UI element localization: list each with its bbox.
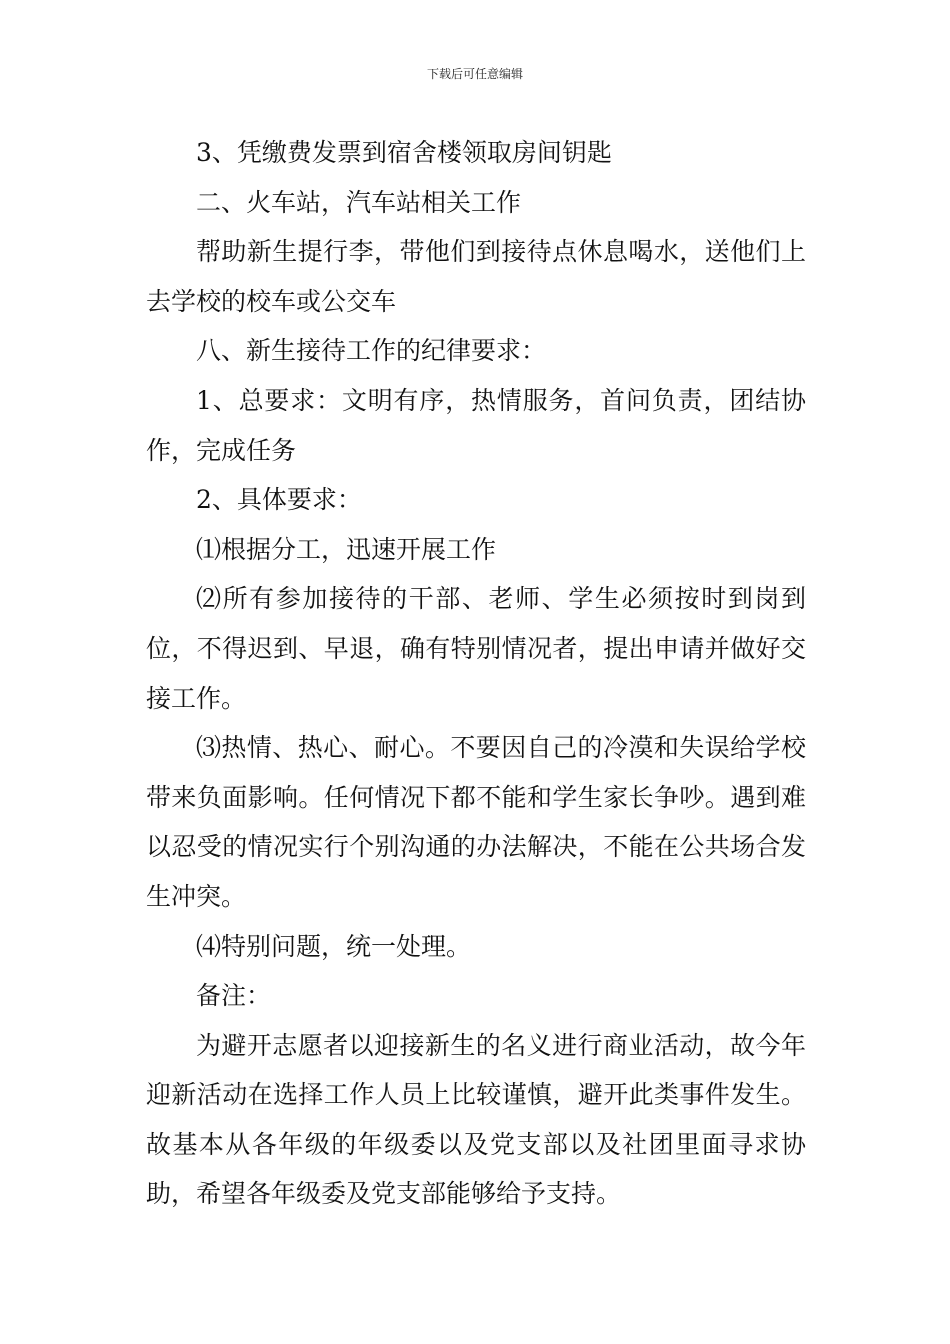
paragraph-dorm-key: 3、凭缴费发票到宿舍楼领取房间钥匙 (196, 138, 612, 167)
paragraph-station-heading: 二、火车站，汽车站相关工作 (196, 187, 522, 217)
paragraph-notes-body: 为避开志愿者以迎接新生的名义进行商业活动，故今年迎新活动在选择工作人员上比较谨慎，避开此类事件发生。故基本从各年级的年级委以及党支部以及社团里面寻求协助，希望各年级委及党支部能够给予支持。 (146, 1030, 806, 1209)
paragraph-station-help: 帮助新生提行李，带他们到接待点休息喝水，送他们上去学校的校车或公交车 (146, 237, 806, 316)
document-body (146, 128, 806, 1219)
paragraph-specific-heading: 2、具体要求： (196, 485, 362, 515)
paragraph-item-4: ⑷特别问题，统一处理。 (196, 931, 472, 961)
paragraph-discipline-heading: 八、新生接待工作的纪律要求： (196, 336, 547, 366)
paragraph-item-2: ⑵所有参加接待的干部、老师、学生必须按时到岗到位，不得迟到、早退，确有特别情况者，提出申请并做好交接工作。 (146, 584, 806, 713)
paragraph-item-1: ⑴根据分工，迅速开展工作 (196, 534, 497, 564)
paragraph-notes-heading: 备注： (196, 981, 272, 1011)
paragraph-general-requirement: 1、总要求：文明有序，热情服务，首问负责，团结协作，完成任务 (146, 385, 806, 465)
paragraph-item-3: ⑶热情、热心、耐心。不要因自己的冷漠和失误给学校带来负面影响。任何情况下都不能和学生家长争吵。遇到难以忍受的情况实行个别沟通的办法解决，不能在公共场合发生冲突。 (146, 733, 806, 911)
page-header: 下载后可任意编辑 (426, 67, 523, 81)
